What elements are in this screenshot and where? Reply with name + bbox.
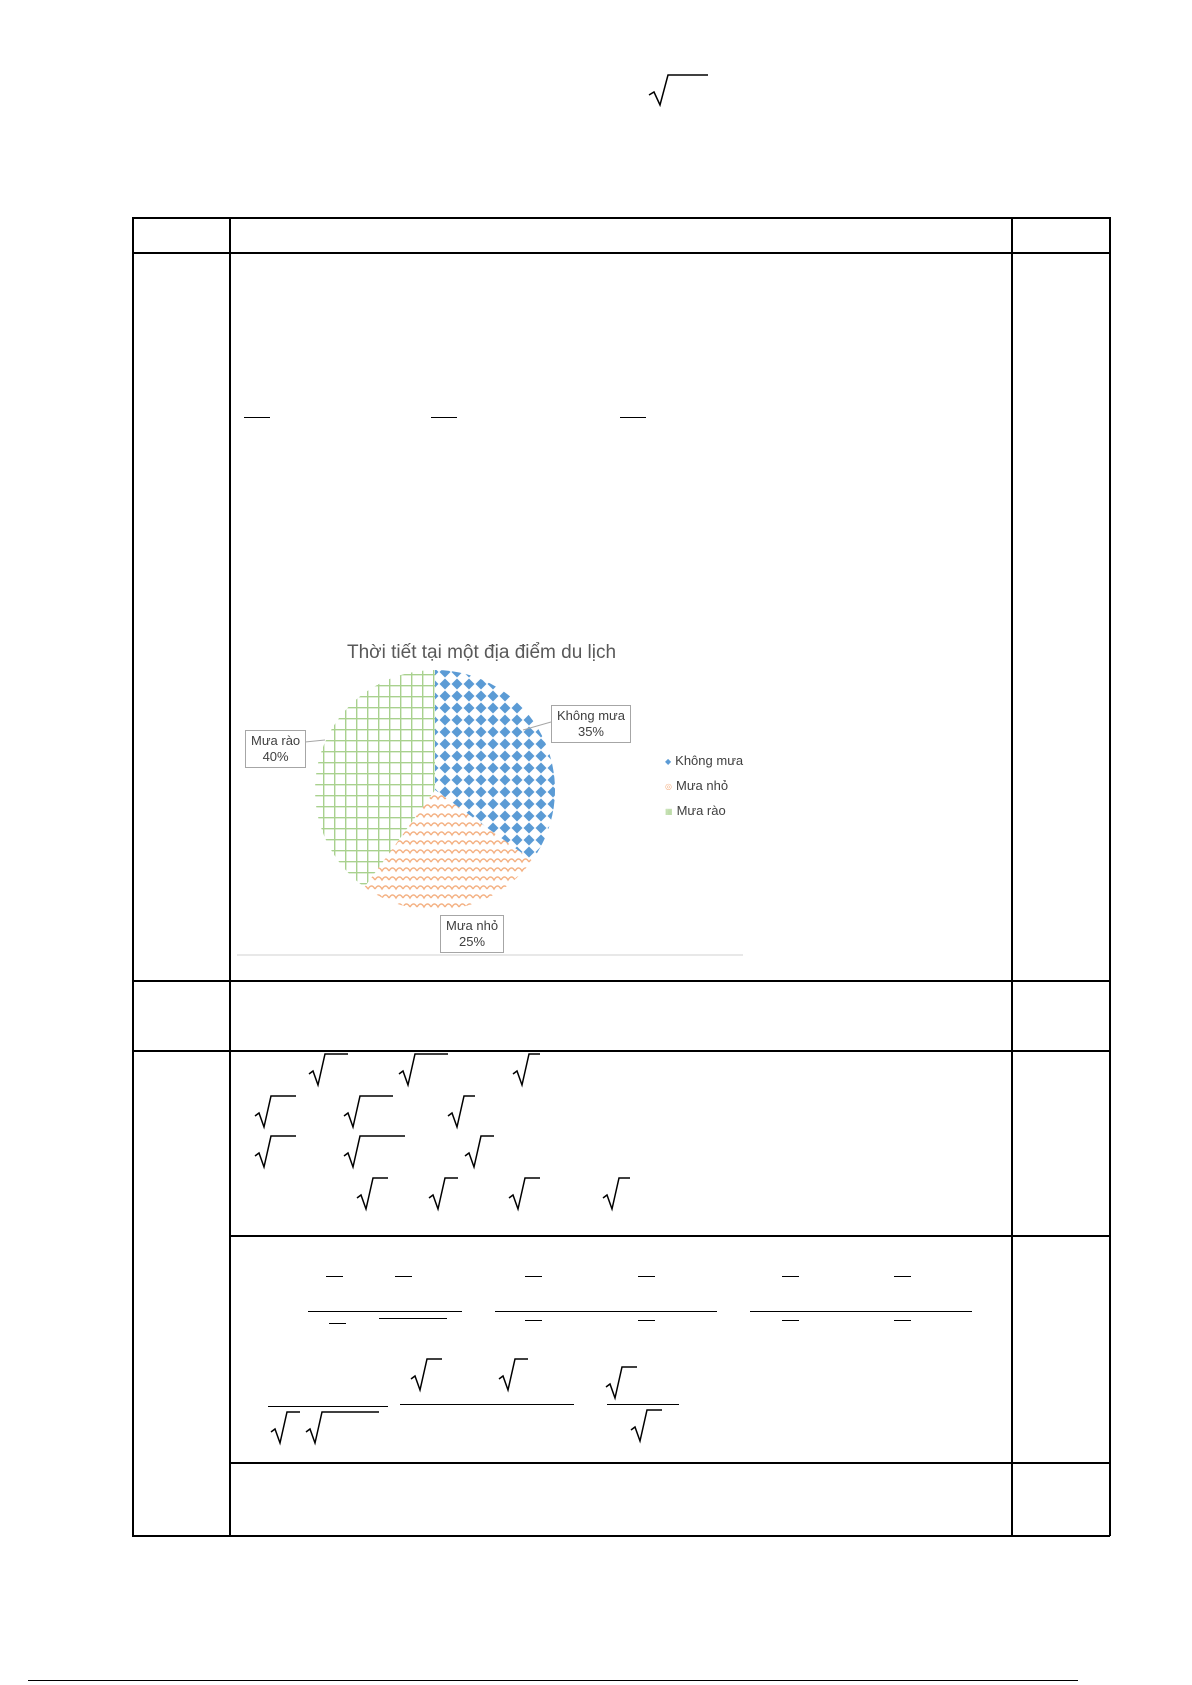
fraction-bar — [620, 417, 646, 418]
sqrt-symbol — [343, 1094, 395, 1130]
data-label-khong-mua — [551, 705, 631, 743]
fraction-bar — [495, 1311, 717, 1312]
weather-pie-chart — [235, 630, 755, 960]
fraction-bar — [750, 1311, 972, 1312]
sqrt-symbol — [428, 1176, 460, 1212]
sqrt-symbol — [343, 1134, 407, 1170]
sqrt-symbol — [602, 1176, 632, 1212]
legend-item-khong-mua — [665, 753, 743, 768]
sqrt-symbol — [398, 1052, 450, 1088]
table-rule — [1011, 217, 1013, 1536]
data-label-value: 40% — [262, 749, 289, 764]
table-rule — [132, 217, 1110, 219]
leader-line-1 — [305, 740, 325, 742]
legend-label: Mưa nhỏ — [675, 778, 729, 793]
data-label-mua-nho — [440, 915, 504, 953]
sqrt-symbol — [512, 1052, 542, 1088]
sqrt-symbol — [648, 73, 710, 107]
fraction-bar — [244, 417, 270, 418]
data-label-value: 35% — [577, 724, 604, 739]
fraction-bar — [607, 1404, 679, 1405]
fraction-bar — [308, 1311, 462, 1312]
sqrt-symbol — [464, 1134, 496, 1170]
footer-rule — [28, 1680, 1078, 1681]
sqrt-symbol — [254, 1134, 298, 1170]
legend-label: Mưa rào — [676, 803, 726, 818]
table-rule — [229, 1235, 1110, 1237]
table-rule — [132, 1535, 1110, 1537]
table-rule — [229, 1462, 1110, 1464]
fraction-bar — [525, 1320, 542, 1321]
fraction-bar — [638, 1320, 655, 1321]
fraction-bar — [379, 1318, 447, 1319]
legend-item-mua-nho — [665, 778, 728, 793]
sqrt-symbol — [254, 1094, 298, 1130]
legend-marker: ◎ — [665, 782, 672, 792]
sqrt-symbol — [605, 1365, 639, 1401]
fraction-bar — [894, 1276, 911, 1277]
sqrt-symbol — [410, 1357, 444, 1393]
fraction-bar — [431, 417, 457, 418]
table-rule — [132, 1050, 1110, 1052]
fraction-bar — [894, 1320, 911, 1321]
table-rule — [229, 217, 231, 1536]
sqrt-symbol — [498, 1357, 530, 1393]
data-label-name: Không mưa — [557, 708, 625, 723]
fraction-bar — [395, 1276, 412, 1277]
sqrt-symbol — [270, 1410, 302, 1446]
pie-plot — [235, 630, 755, 960]
sqrt-symbol — [308, 1052, 350, 1088]
legend-marker: ◆ — [665, 757, 672, 767]
chart-title: Thời tiết tại một địa điểm du lịch — [347, 642, 617, 663]
sqrt-symbol — [305, 1410, 381, 1446]
fraction-bar — [782, 1276, 799, 1277]
fraction-bar — [525, 1276, 542, 1277]
data-label-mua-rao — [245, 730, 306, 768]
table-rule — [132, 217, 134, 1536]
fraction-bar — [638, 1276, 655, 1277]
fraction-bar — [400, 1404, 574, 1405]
table-rule — [132, 252, 1110, 254]
fraction-bar — [326, 1276, 343, 1277]
pie-slices — [305, 670, 555, 910]
data-label-name: Mưa nhỏ — [446, 918, 499, 933]
fraction-bar — [329, 1323, 346, 1324]
data-label-value: 25% — [459, 934, 486, 949]
data-label-name: Mưa rào — [251, 733, 301, 748]
legend-marker: ▦ — [665, 807, 673, 817]
legend-label: Không mưa — [675, 753, 744, 768]
table-rule — [1109, 217, 1111, 1536]
sqrt-symbol — [356, 1176, 390, 1212]
table-rule — [132, 980, 1110, 982]
sqrt-symbol — [447, 1094, 477, 1130]
sqrt-symbol — [630, 1408, 664, 1444]
fraction-bar — [782, 1320, 799, 1321]
fraction-bar — [268, 1406, 388, 1407]
sqrt-symbol — [508, 1176, 542, 1212]
legend-item-mua-rao — [665, 803, 726, 818]
